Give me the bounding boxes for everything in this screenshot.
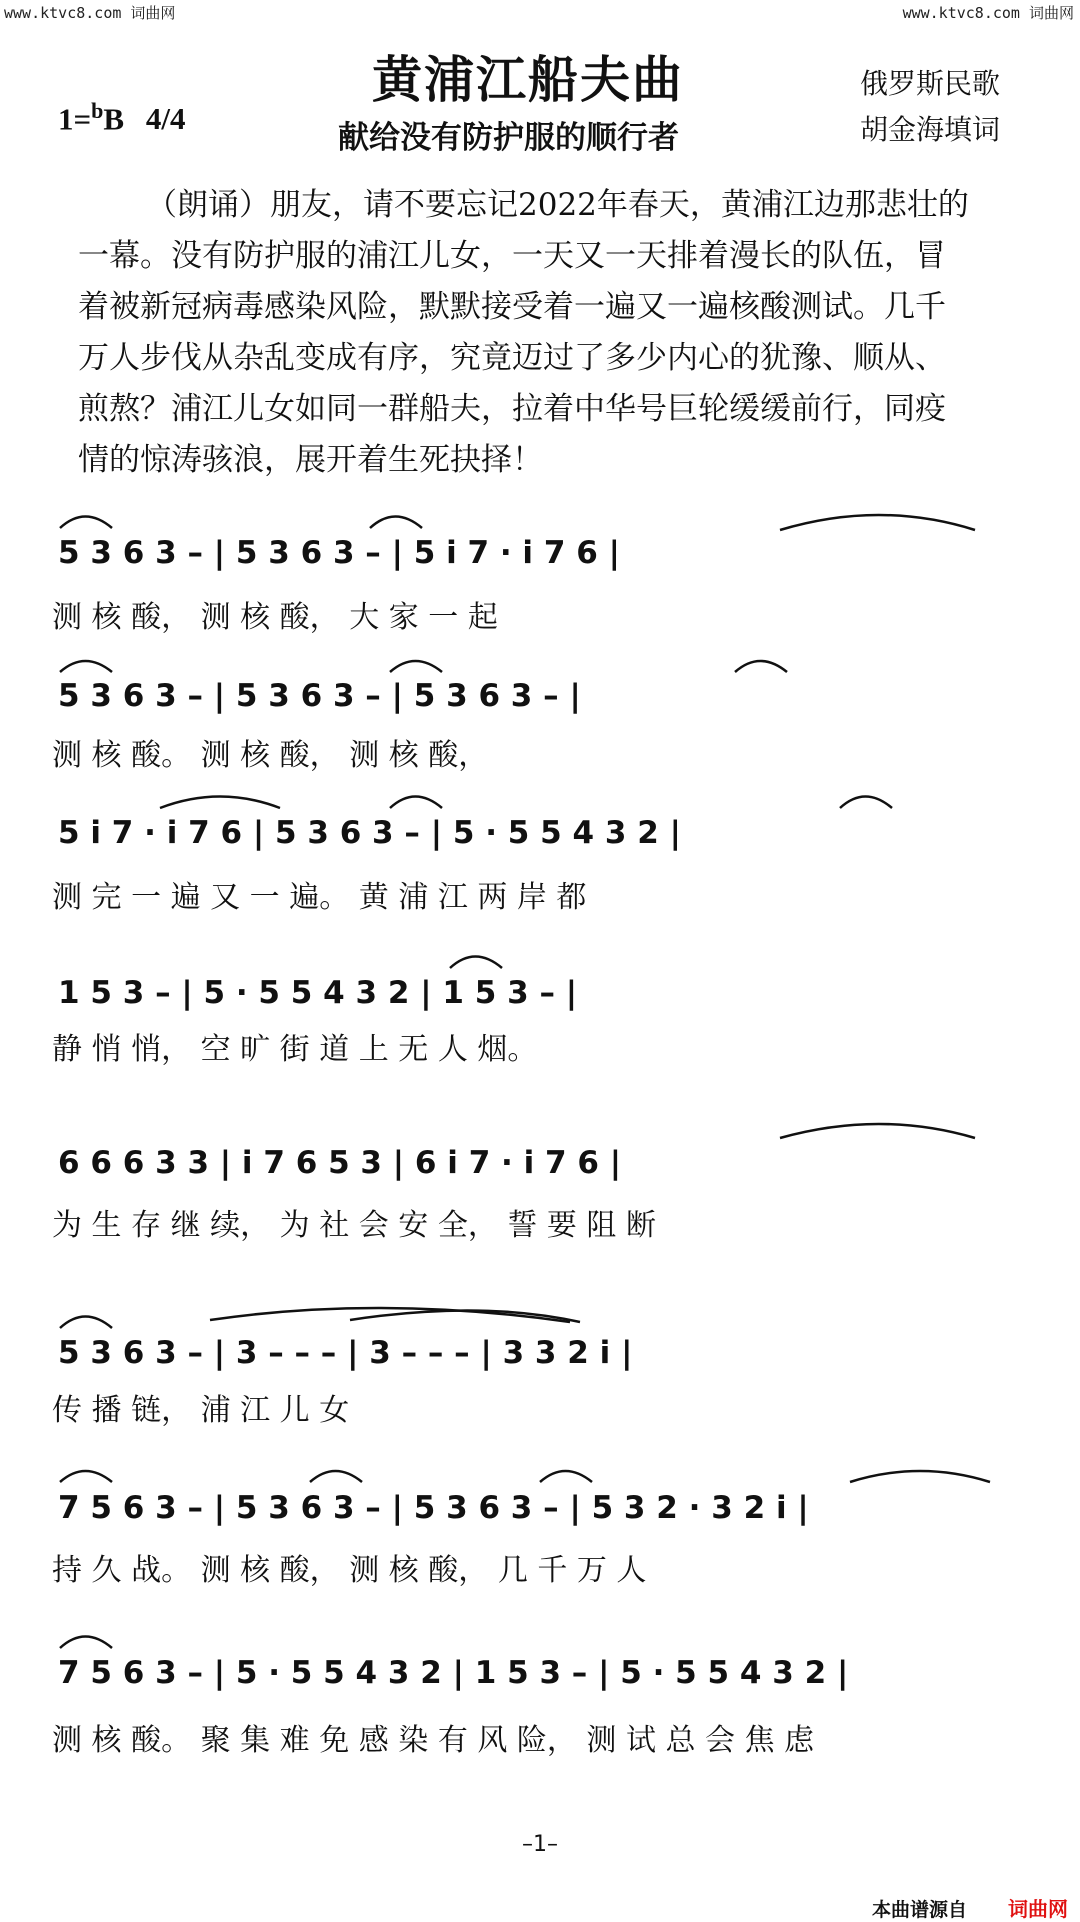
intro-line: 着被新冠病毒感染风险，默默接受着一遍又一遍核酸测试。几千 xyxy=(78,289,946,325)
slur-arc xyxy=(390,661,442,672)
song-subtitle: 献给没有防护服的顺行者 xyxy=(338,120,679,156)
slur-arc xyxy=(735,661,787,672)
score-lyrics-row-3: 测 完 一 遍 又 一 遍。 黄 浦 江 两 岸 都 xyxy=(52,880,587,915)
score-notes-row-8: 7 5 6 3 – | 5 · 5 5 4 3 2 | 1 5 3 – | 5 · 5 5 4 3 2 | xyxy=(58,1655,849,1691)
watermark-left: www.ktvc8.com 词曲网 xyxy=(4,4,176,22)
composer-credit: 俄罗斯民歌 xyxy=(860,67,1001,100)
footer-logo: 词曲网 xyxy=(1008,1897,1068,1921)
intro-line: 情的惊涛骇浪，展开着生死抉择！ xyxy=(78,442,543,478)
intro-line: 煎熬？浦江儿女如同一群船夫，拉着中华号巨轮缓缓前行，同疫 xyxy=(78,391,946,427)
score-lyrics-row-5: 为 生 存 继 续， 为 社 会 安 全， 誓 要 阻 断 xyxy=(52,1208,656,1243)
score-lyrics-row-8: 测 核 酸。 聚 集 难 免 感 染 有 风 险， 测 试 总 会 焦 虑 xyxy=(52,1723,815,1758)
slur-arc xyxy=(780,515,975,530)
song-title: 黄浦江船夫曲 xyxy=(372,51,684,109)
slur-arc xyxy=(60,517,112,529)
score-notes-row-3: 5 i 7 · i 7 6 | 5 3 6 3 – | 5 · 5 5 4 3 2 | xyxy=(58,815,681,851)
score-notes-row-7: 7 5 6 3 – | 5 3 6 3 – | 5 3 6 3 – | 5 3 2 · 3 2 i | xyxy=(58,1490,809,1526)
slur-arc xyxy=(60,661,112,672)
slur-arc xyxy=(390,797,442,809)
time-signature: 4/4 xyxy=(145,101,186,137)
score-notes-row-1: 5 3 6 3 – | 5 3 6 3 – | 5 i 7 · i 7 6 | xyxy=(58,535,620,571)
lyricist-credit: 胡金海填词 xyxy=(860,113,1001,146)
key-prefix: 1= xyxy=(58,101,92,137)
score-notes-row-2: 5 3 6 3 – | 5 3 6 3 – | 5 3 6 3 – | xyxy=(58,678,581,714)
score-lyrics-row-4: 静 悄 悄， 空 旷 街 道 上 无 人 烟。 xyxy=(52,1032,538,1067)
score-notes-row-5: 6 6 6 3 3 | i 7 6 5 3 | 6 i 7 · i 7 6 | xyxy=(58,1145,622,1181)
slur-arc xyxy=(60,1637,112,1649)
slur-arc xyxy=(370,517,422,529)
intro-line: 一幕。没有防护服的浦江儿女，一天又一天排着漫长的队伍，冒 xyxy=(78,238,946,274)
score-lyrics-row-2: 测 核 酸。 测 核 酸， 测 核 酸， xyxy=(52,738,489,773)
intro-line: 万人步伐从杂乱变成有序，究竟迈过了多少内心的犹豫、顺从、 xyxy=(78,340,946,376)
page-number: –1– xyxy=(522,1832,558,1857)
slur-arc xyxy=(60,1317,112,1329)
slur-arc xyxy=(840,797,892,809)
intro-line: （朗诵）朋友，请不要忘记2022年春天，黄浦江边那悲壮的 xyxy=(146,187,969,223)
score-lyrics-row-1: 测 核 酸， 测 核 酸， 大 家 一 起 xyxy=(52,600,498,635)
key-note: B xyxy=(103,101,125,137)
score-lyrics-row-7: 持 久 战。 测 核 酸， 测 核 酸， 几 千 万 人 xyxy=(52,1553,647,1588)
score-notes-row-6: 5 3 6 3 – | 3 – – – | 3 – – – | 3 3 2 i | xyxy=(58,1335,633,1371)
slur-arc xyxy=(450,957,502,969)
slur-arc xyxy=(310,1471,362,1482)
slur-arc xyxy=(850,1471,990,1482)
score-lyrics-row-6: 传 播 链， 浦 江 儿 女 xyxy=(52,1393,350,1428)
slur-arc xyxy=(60,1471,112,1482)
score-notes-row-4: 1 5 3 – | 5 · 5 5 4 3 2 | 1 5 3 – | xyxy=(58,975,578,1011)
slur-arc xyxy=(350,1310,580,1322)
slur-arc xyxy=(160,797,280,809)
footer-source-text: 本曲谱源自 xyxy=(872,1899,968,1921)
slur-arc xyxy=(540,1471,592,1482)
slur-arc xyxy=(780,1124,975,1138)
key-flat: b xyxy=(91,98,104,123)
watermark-right: www.ktvc8.com 词曲网 xyxy=(902,4,1074,22)
